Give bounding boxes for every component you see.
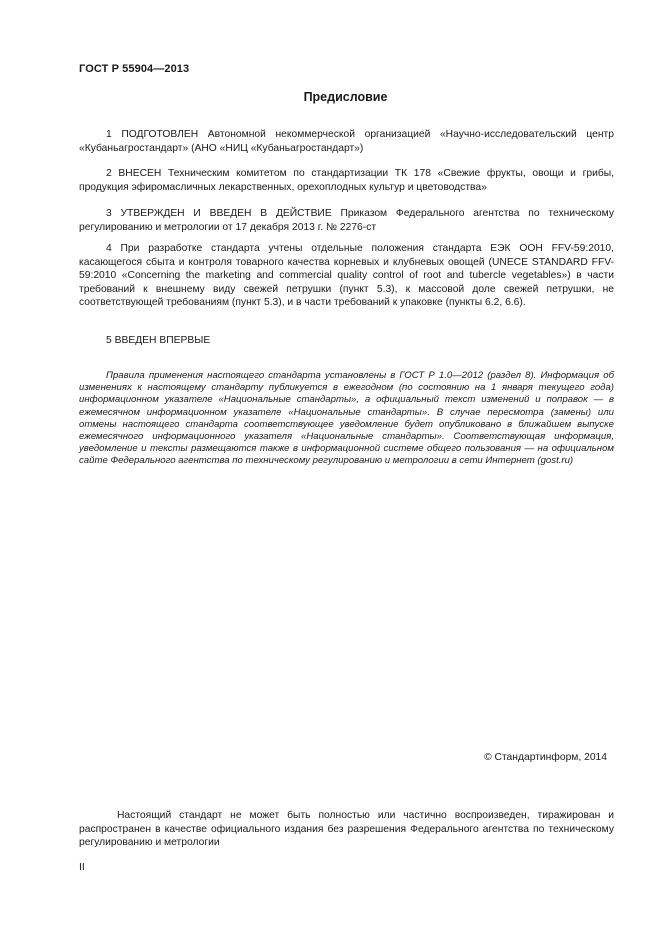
reproduction-rights-notice: Настоящий стандарт не может быть полностью или частично воспроизведен, тиражирован и распространен в качестве официального издания без разрешения Федерального агентства по техническому регулированию и метрологии: [79, 810, 614, 848]
foreword-item-3: 3 УТВЕРЖДЕН И ВВЕДЕН В ДЕЙСТВИЕ Приказом Федерального агентства по техническому регулированию и метрологии от 17 декабря 2013 г. № 2276-ст: [79, 208, 614, 233]
page-number: II: [79, 862, 85, 873]
section-title: Предисловие: [303, 90, 388, 104]
foreword-item-1: 1 ПОДГОТОВЛЕН Автономной некоммерческой организацией «Научно-исследовательский центр «Кубаньагростандарт» (АНО «НИЦ «Кубаньагростандарт»): [79, 129, 614, 154]
application-rules-note: Правила применения настоящего стандарта установлены в ГОСТ Р 1.0—2012 (раздел 8). Информация об изменениях к настоящему стандарту публикуется в ежегодном (по состоянию на 1 января текущего года) информационном указателе «Национальные стандарты», а официальный текст изменений и поправок — в ежемесячном информационном указателе «Национальные стандарты». В случае пересмотра (замены) или отмены настоящего стандарта соответствующее уведомление будет опубликовано в ближайшем выпуске ежемесячного информационного указателя «Национальные стандарты». Соответствующая информация, уведомление и тексты размещаются также в информационной системе общего пользования — на официальном сайте Федерального агентства по техническому регулированию и метрологии в сети Интернет (gost.ru): [79, 370, 614, 467]
foreword-item-2: 2 ВНЕСЕН Техническим комитетом по стандартизации ТК 178 «Свежие фрукты, овощи и грибы, продукция эфиромасличных лекарственных, орехоплодных культур и цветоводства»: [79, 168, 614, 193]
foreword-item-4: 4 При разработке стандарта учтены отдельные положения стандарта ЕЭК ООН FFV-59:2010, касающегося сбыта и контроля товарного качества корневых и клубневых овощей (UNECE STANDARD FFV-59:2010 «Concerning the marketing and commercial quality control of root and tubercle vegetables») в части требований к внешнему виду свежей петрушки (пункт 5.3), к массовой доле свежей петрушки, не соответствующей требованиям (пункт 5.3), и в части требований к упаковке (пункты 6.2, 6.6).: [79, 243, 614, 308]
document-code: ГОСТ Р 55904—2013: [79, 63, 190, 75]
foreword-item-5: 5 ВВЕДЕН ВПЕРВЫЕ: [106, 335, 211, 346]
copyright-line: © Стандартинформ, 2014: [484, 752, 607, 763]
